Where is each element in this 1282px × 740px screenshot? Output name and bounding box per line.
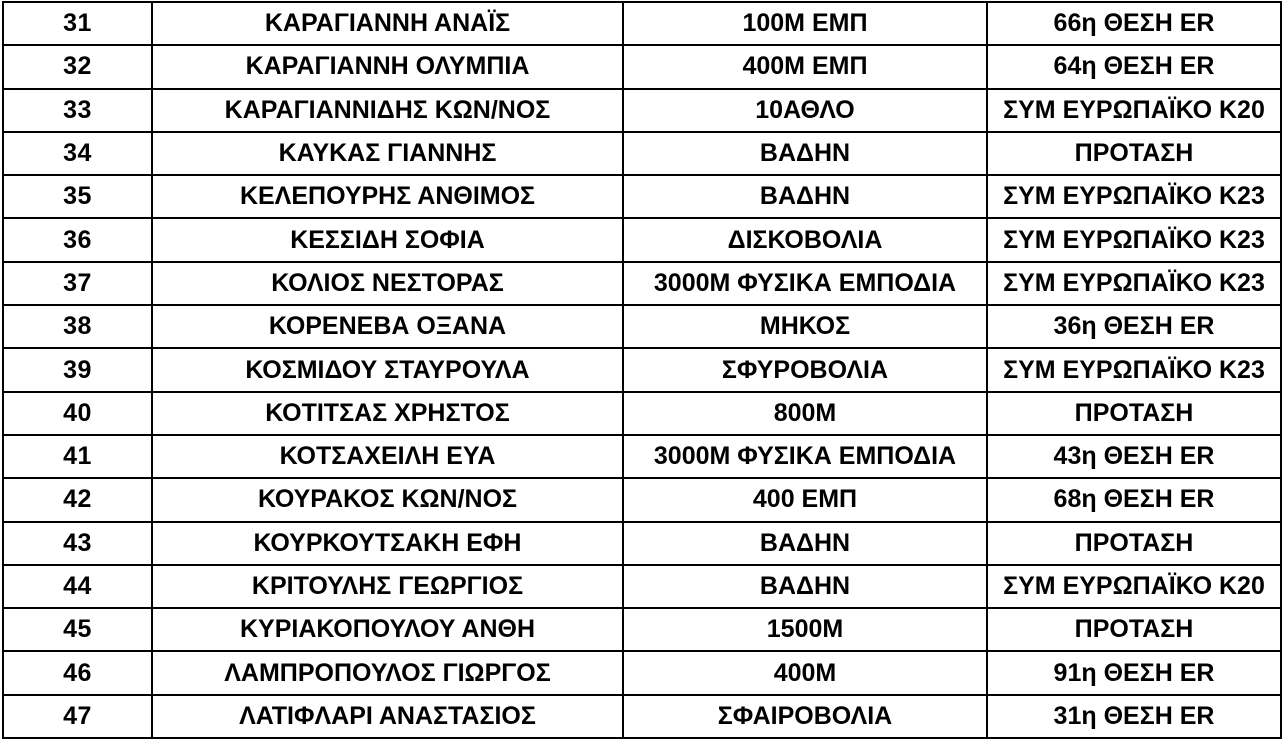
table-row [3,565,1281,608]
qualification-status-cell: ΣΥΜ ΕΥΡΩΠΑΪΚΟ Κ23 [987,175,1281,218]
qualification-status-cell: ΠΡΟΤΑΣΗ [987,608,1281,651]
table-row [3,348,1281,391]
athlete-name-cell: ΚΟΥΡΑΚΟΣ ΚΩΝ/ΝΟΣ [152,478,623,521]
row-number-cell: 41 [3,435,152,478]
event-cell: 3000Μ ΦΥΣΙΚΑ ΕΜΠΟΔΙΑ [623,262,987,305]
table-row [3,262,1281,305]
row-number-cell: 35 [3,175,152,218]
event-cell: 400 ΕΜΠ [623,478,987,521]
row-number-cell: 39 [3,348,152,391]
table-row [3,45,1281,88]
event-cell: ΒΑΔΗΝ [623,565,987,608]
qualification-status-cell: 31η ΘΕΣΗ ER [987,695,1281,738]
athlete-name-cell: ΚΕΛΕΠΟΥΡΗΣ ΑΝΘΙΜΟΣ [152,175,623,218]
athlete-name-cell: ΚΟΤΣΑΧΕΙΛΗ ΕΥΑ [152,435,623,478]
qualification-status-cell: ΣΥΜ ΕΥΡΩΠΑΪΚΟ Κ20 [987,89,1281,132]
qualification-status-cell: ΠΡΟΤΑΣΗ [987,522,1281,565]
row-number-cell: 32 [3,45,152,88]
row-number-cell: 36 [3,218,152,261]
row-number-cell: 38 [3,305,152,348]
table-row [3,305,1281,348]
athlete-name-cell: ΚΑΥΚΑΣ ΓΙΑΝΝΗΣ [152,132,623,175]
event-cell: ΒΑΔΗΝ [623,175,987,218]
row-number-cell: 43 [3,522,152,565]
qualification-status-cell: ΣΥΜ ΕΥΡΩΠΑΪΚΟ Κ20 [987,565,1281,608]
event-cell: ΒΑΔΗΝ [623,132,987,175]
qualification-status-cell: ΣΥΜ ΕΥΡΩΠΑΪΚΟ Κ23 [987,262,1281,305]
athlete-table [2,1,1282,739]
athlete-name-cell: ΛΑΜΠΡΟΠΟΥΛΟΣ ΓΙΩΡΓΟΣ [152,651,623,694]
athlete-name-cell: ΚΟΛΙΟΣ ΝΕΣΤΟΡΑΣ [152,262,623,305]
table-row [3,132,1281,175]
qualification-status-cell: 64η ΘΕΣΗ ER [987,45,1281,88]
event-cell: 100Μ ΕΜΠ [623,2,987,45]
table-row [3,218,1281,261]
athlete-name-cell: ΚΟΤΙΤΣΑΣ ΧΡΗΣΤΟΣ [152,392,623,435]
row-number-cell: 45 [3,608,152,651]
event-cell: ΣΦΑΙΡΟΒΟΛΙΑ [623,695,987,738]
qualification-status-cell: 36η ΘΕΣΗ ER [987,305,1281,348]
event-cell: 1500Μ [623,608,987,651]
athlete-name-cell: ΚΟΥΡΚΟΥΤΣΑΚΗ ΕΦΗ [152,522,623,565]
row-number-cell: 46 [3,651,152,694]
table-row [3,392,1281,435]
athlete-name-cell: ΚΟΣΜΙΔΟΥ ΣΤΑΥΡΟΥΛΑ [152,348,623,391]
qualification-status-cell: 66η ΘΕΣΗ ER [987,2,1281,45]
qualification-status-cell: ΠΡΟΤΑΣΗ [987,392,1281,435]
event-cell: 10ΑΘΛΟ [623,89,987,132]
table-row [3,89,1281,132]
athlete-name-cell: ΛΑΤΙΦΛΑΡΙ ΑΝΑΣΤΑΣΙΟΣ [152,695,623,738]
event-cell: ΒΑΔΗΝ [623,522,987,565]
table-row [3,435,1281,478]
athlete-table-body [3,2,1281,738]
athlete-name-cell: ΚΟΡΕΝΕΒΑ ΟΞΑΝΑ [152,305,623,348]
table-row [3,478,1281,521]
event-cell: 400Μ [623,651,987,694]
row-number-cell: 31 [3,2,152,45]
row-number-cell: 34 [3,132,152,175]
athlete-name-cell: ΚΑΡΑΓΙΑΝΝΗ ΑΝΑΪΣ [152,2,623,45]
athlete-name-cell: ΚΕΣΣΙΔΗ ΣΟΦΙΑ [152,218,623,261]
table-row [3,522,1281,565]
qualification-status-cell: ΣΥΜ ΕΥΡΩΠΑΪΚΟ Κ23 [987,218,1281,261]
row-number-cell: 44 [3,565,152,608]
table-row [3,695,1281,738]
event-cell: 400Μ ΕΜΠ [623,45,987,88]
qualification-status-cell: 43η ΘΕΣΗ ER [987,435,1281,478]
table-row [3,2,1281,45]
athlete-name-cell: ΚΥΡΙΑΚΟΠΟΥΛΟΥ ΑΝΘΗ [152,608,623,651]
row-number-cell: 37 [3,262,152,305]
event-cell: 3000Μ ΦΥΣΙΚΑ ΕΜΠΟΔΙΑ [623,435,987,478]
qualification-status-cell: 68η ΘΕΣΗ ER [987,478,1281,521]
event-cell: ΜΗΚΟΣ [623,305,987,348]
event-cell: ΣΦΥΡΟΒΟΛΙΑ [623,348,987,391]
row-number-cell: 33 [3,89,152,132]
athlete-name-cell: ΚΡΙΤΟΥΛΗΣ ΓΕΩΡΓΙΟΣ [152,565,623,608]
qualification-status-cell: ΣΥΜ ΕΥΡΩΠΑΪΚΟ Κ23 [987,348,1281,391]
row-number-cell: 42 [3,478,152,521]
athlete-name-cell: ΚΑΡΑΓΙΑΝΝΗ ΟΛΥΜΠΙΑ [152,45,623,88]
event-cell: ΔΙΣΚΟΒΟΛΙΑ [623,218,987,261]
qualification-status-cell: 91η ΘΕΣΗ ER [987,651,1281,694]
table-row [3,651,1281,694]
table-row [3,175,1281,218]
qualification-status-cell: ΠΡΟΤΑΣΗ [987,132,1281,175]
row-number-cell: 47 [3,695,152,738]
event-cell: 800Μ [623,392,987,435]
table-row [3,608,1281,651]
row-number-cell: 40 [3,392,152,435]
athlete-name-cell: ΚΑΡΑΓΙΑΝΝΙΔΗΣ ΚΩΝ/ΝΟΣ [152,89,623,132]
